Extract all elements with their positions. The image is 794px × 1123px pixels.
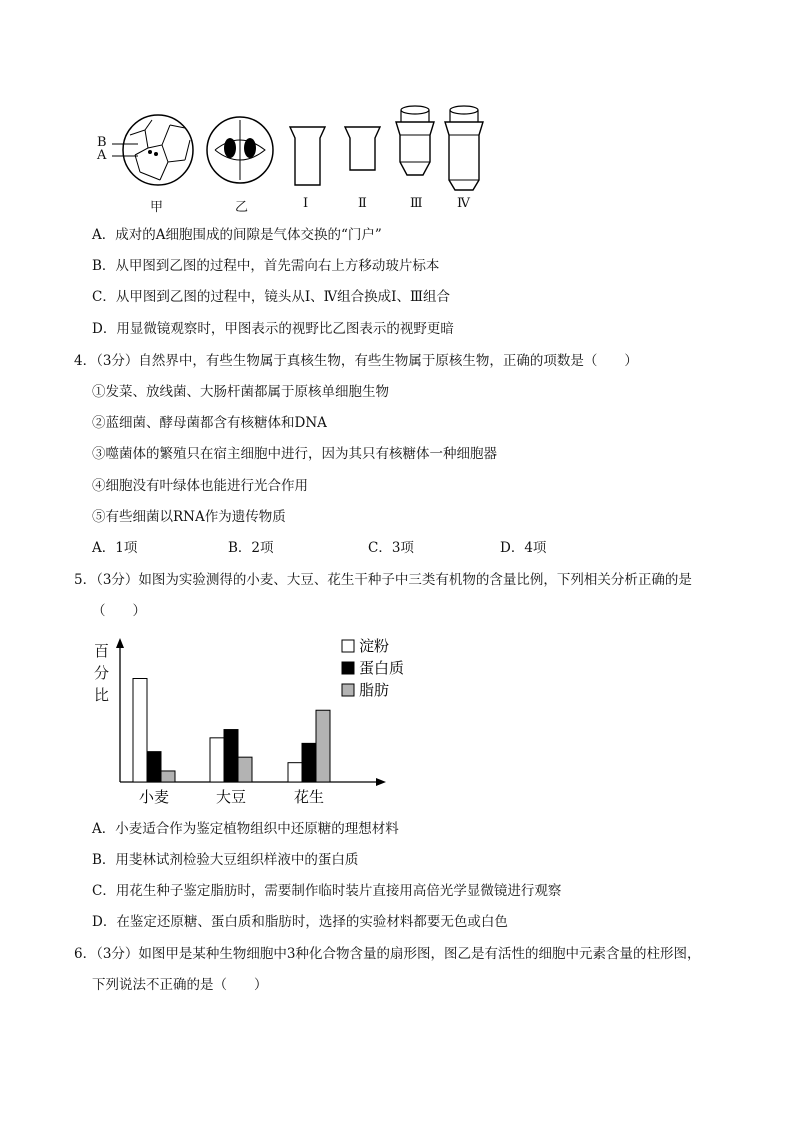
q5-option-a: A．小麦适合作为鉴定植物组织中还原糖的理想材料 <box>92 821 399 837</box>
q5-option-b: B．用斐林试剂检验大豆组织样液中的蛋白质 <box>92 852 359 868</box>
x-tick-label: 小麦 <box>138 788 170 806</box>
x-tick-label: 大豆 <box>215 788 247 806</box>
lens-3 <box>396 106 434 175</box>
y-axis-label: 百分比 <box>94 642 110 704</box>
q3-option-d: D．用显微镜观察时，甲图表示的视野比乙图表示的视野更暗 <box>92 321 454 337</box>
q5-stem-bracket: （ ） <box>92 603 146 619</box>
legend-label: 脂肪 <box>359 681 390 699</box>
q4-option-d: D．4项 <box>500 540 547 556</box>
legend-swatch <box>342 640 354 652</box>
q3-option-b: B．从甲图到乙图的过程中，首先需向右上方移动玻片标本 <box>92 258 440 274</box>
q6-stem: 6．（3分）如图甲是某种生物细胞中3种化合物含量的扇形图，图乙是有活性的细胞中元素含量的柱形图， <box>74 946 701 962</box>
label-a: A <box>97 148 107 163</box>
microscope-figure <box>90 100 500 215</box>
bar-2-2 <box>316 710 330 782</box>
q3-option-c: C．从甲图到乙图的过程中，镜头从Ⅰ、Ⅳ组合换成Ⅰ、Ⅲ组合 <box>92 289 450 305</box>
bar-1-2 <box>238 757 252 782</box>
bar-1-1 <box>224 730 238 782</box>
q6-stem-line2: 下列说法不正确的是（ ） <box>92 977 268 993</box>
caption-lens-3: Ⅲ <box>410 196 423 211</box>
label-b: B <box>97 135 107 150</box>
microscope-drawing <box>90 100 500 195</box>
q4-option-a: A．1项 <box>92 540 138 556</box>
q5-option-c: C．用花生种子鉴定脂肪时，需要制作临时装片直接用高倍光学显微镜进行观察 <box>92 883 562 899</box>
bar-1-0 <box>210 738 224 782</box>
q4-item-1: ①发菜、放线菌、大肠杆菌都属于原核单细胞生物 <box>92 384 389 400</box>
legend-label: 淀粉 <box>359 637 390 655</box>
q4-option-c: C．3项 <box>368 540 414 556</box>
bar-chart-svg <box>90 632 410 812</box>
q5-option-d: D．在鉴定还原糖、蛋白质和脂肪时，选择的实验材料都要无色或白色 <box>92 914 508 930</box>
y-axis-arrow <box>116 638 124 648</box>
caption-yi: 乙 <box>235 200 249 215</box>
bar-2-0 <box>288 763 302 782</box>
bar-0-0 <box>133 679 147 783</box>
x-tick-label: 花生 <box>293 788 325 806</box>
caption-lens-2: Ⅱ <box>358 196 367 211</box>
legend-swatch <box>342 662 354 674</box>
legend-swatch <box>342 684 354 696</box>
q4-item-5: ⑤有些细菌以RNA作为遗传物质 <box>92 509 286 525</box>
q4-option-b: B．2项 <box>228 540 274 556</box>
bar-0-2 <box>161 771 175 782</box>
caption-lens-4: Ⅳ <box>457 196 470 211</box>
view-yi <box>207 117 273 183</box>
q4-item-2: ②蓝细菌、酵母菌都含有核糖体和DNA <box>92 415 327 431</box>
q5-stem: 5．（3分）如图为实验测得的小麦、大豆、花生干种子中三类有机物的含量比例，下列相关分析正确的是 <box>74 572 692 588</box>
bar-0-1 <box>147 752 161 782</box>
lens-2 <box>345 127 380 170</box>
bar-2-1 <box>302 743 316 782</box>
x-axis-arrow <box>376 778 386 786</box>
q3-option-a: A．成对的A细胞围成的间隙是气体交换的“门户” <box>92 227 382 243</box>
caption-lens-1: Ⅰ <box>303 196 309 211</box>
q4-item-3: ③噬菌体的繁殖只在宿主细胞中进行，因为其只有核糖体一种细胞器 <box>92 446 497 462</box>
view-jia <box>112 115 193 185</box>
seed-composition-chart <box>90 632 410 812</box>
q4-item-4: ④细胞没有叶绿体也能进行光合作用 <box>92 478 308 494</box>
lens-1 <box>290 127 325 185</box>
q4-stem: 4．（3分）自然界中，有些生物属于真核生物，有些生物属于原核生物，正确的项数是（ ） <box>74 353 638 369</box>
lens-4 <box>445 106 483 190</box>
caption-jia: 甲 <box>150 200 164 215</box>
legend-label: 蛋白质 <box>359 659 405 677</box>
